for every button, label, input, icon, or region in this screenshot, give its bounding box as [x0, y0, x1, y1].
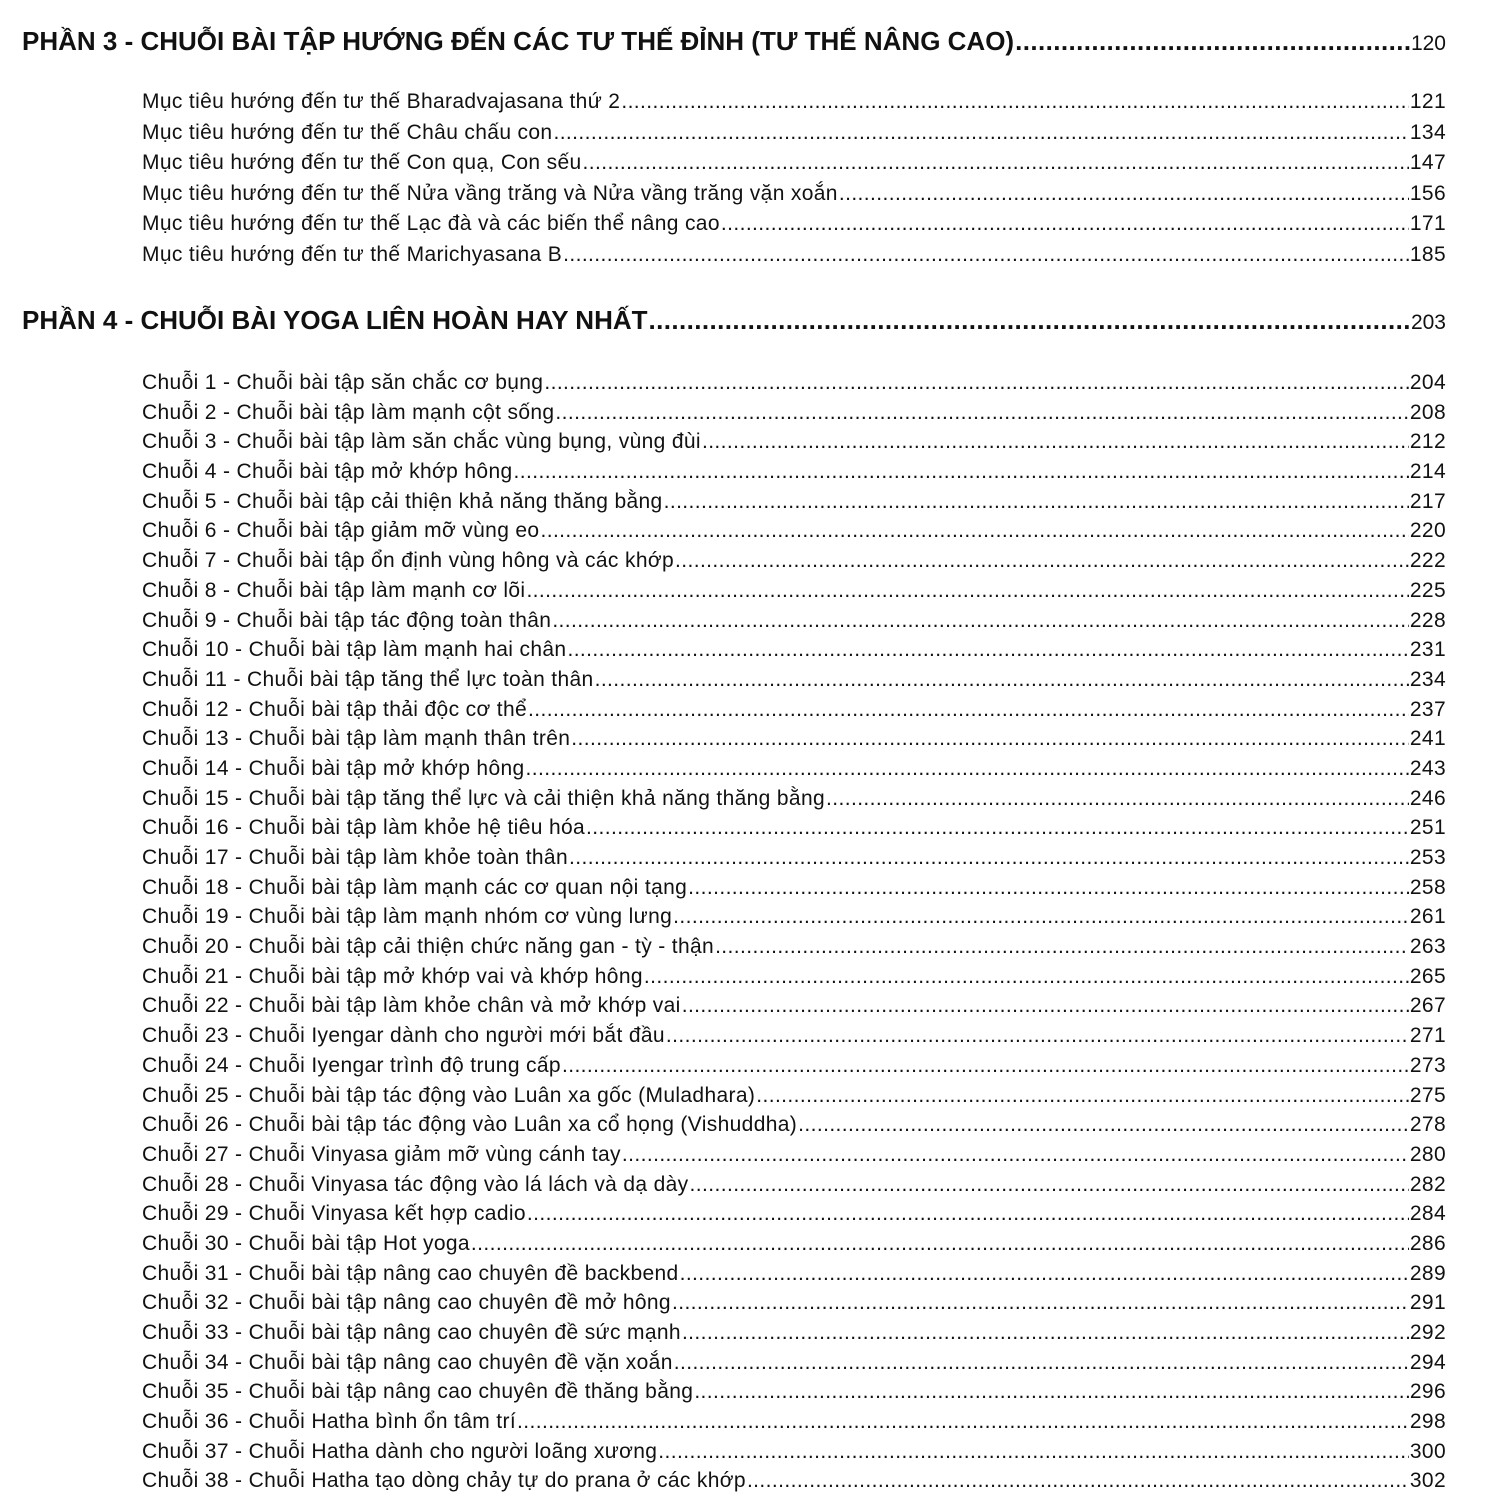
entry-title: Chuỗi 3 - Chuỗi bài tập làm săn chắc vùng bụng, vùng đùi	[142, 430, 701, 454]
entry-title: Chuỗi 27 - Chuỗi Vinyasa giảm mỡ vùng cánh tay	[142, 1142, 621, 1166]
dot-leader	[583, 148, 1409, 179]
dot-leader	[688, 873, 1409, 903]
toc-entry[interactable]	[142, 87, 1446, 118]
entry-title: Chuỗi 2 - Chuỗi bài tập làm mạnh cột sống	[142, 400, 555, 424]
entry-page-number: 302	[1409, 1469, 1446, 1493]
entry-page-number: 280	[1409, 1142, 1446, 1166]
toc-entry[interactable]	[142, 962, 1446, 992]
toc-entry[interactable]	[142, 813, 1446, 843]
toc-entry[interactable]	[142, 784, 1446, 814]
entry-page-number: 217	[1409, 489, 1446, 513]
dot-leader	[702, 427, 1409, 457]
dot-leader	[621, 87, 1409, 118]
dot-leader	[622, 1140, 1409, 1170]
toc-entry[interactable]	[142, 1348, 1446, 1378]
toc-entry[interactable]	[142, 665, 1446, 695]
entry-page-number: 222	[1409, 549, 1446, 573]
entry-title: Mục tiêu hướng đến tư thế Lạc đà và các biến thể nâng cao	[142, 212, 720, 236]
entry-page-number: 271	[1409, 1024, 1446, 1048]
entry-title: Chuỗi 36 - Chuỗi Hatha bình ổn tâm trí	[142, 1410, 517, 1434]
entry-page-number: 265	[1409, 964, 1446, 988]
entry-title: Chuỗi 17 - Chuỗi bài tập làm khỏe toàn thân	[142, 846, 568, 869]
dot-leader	[567, 635, 1408, 665]
entry-page-number: 246	[1409, 786, 1446, 810]
toc-entry[interactable]	[142, 487, 1446, 517]
entry-title: Chuỗi 35 - Chuỗi bài tập nâng cao chuyên đề thăng bằng	[142, 1380, 694, 1404]
toc-entry[interactable]	[142, 457, 1446, 487]
entry-title: Chuỗi 11 - Chuỗi bài tập tăng thể lực toàn thân	[142, 667, 594, 691]
entry-title: Chuỗi 25 - Chuỗi bài tập tác động vào Luân xa gốc (Muladhara)	[142, 1083, 756, 1107]
entry-page-number: 228	[1409, 608, 1446, 632]
dot-leader	[721, 209, 1409, 240]
entry-page-number: 253	[1409, 846, 1446, 869]
toc-entry[interactable]	[142, 991, 1446, 1021]
dot-leader	[672, 1288, 1409, 1318]
entry-title: Chuỗi 14 - Chuỗi bài tập mở khớp hông	[142, 756, 525, 780]
toc-entry[interactable]	[142, 1140, 1446, 1170]
entry-title: Mục tiêu hướng đến tư thế Con quạ, Con sếu	[142, 151, 582, 175]
part-3-entry-list	[142, 87, 1446, 271]
dot-leader	[595, 665, 1409, 695]
toc-entry[interactable]	[142, 1259, 1446, 1289]
dot-leader	[694, 1377, 1409, 1407]
entry-page-number: 278	[1409, 1113, 1446, 1137]
dot-leader	[690, 1170, 1409, 1200]
part-4-heading[interactable]	[22, 305, 1446, 338]
entry-page-number: 237	[1409, 697, 1446, 721]
part-4-entry-list	[142, 368, 1446, 1496]
dot-leader	[526, 576, 1408, 606]
entry-title: Chuỗi 37 - Chuỗi Hatha dành cho người loãng xương	[142, 1439, 658, 1463]
dot-leader	[528, 695, 1409, 725]
dot-leader	[527, 1199, 1409, 1229]
toc-entry[interactable]	[142, 516, 1446, 546]
dot-leader	[798, 1110, 1409, 1140]
dot-leader	[682, 991, 1409, 1021]
entry-page-number: 147	[1409, 151, 1446, 175]
part-3-title: PHẦN 3 - CHUỖI BÀI TẬP HƯỚNG ĐẾN CÁC TƯ THẾ ĐỈNH (TƯ THẾ NÂNG CAO)	[22, 26, 1015, 56]
entry-title: Chuỗi 18 - Chuỗi bài tập làm mạnh các cơ quan nội tạng	[142, 875, 688, 899]
toc-entry[interactable]	[142, 1437, 1446, 1467]
entry-page-number: 273	[1409, 1053, 1446, 1077]
entry-title: Chuỗi 22 - Chuỗi bài tập làm khỏe chân và mở khớp vai	[142, 994, 681, 1018]
entry-page-number: 267	[1409, 994, 1446, 1018]
dot-leader	[526, 754, 1409, 784]
entry-title: Chuỗi 19 - Chuỗi bài tập làm mạnh nhóm cơ vùng lưng	[142, 905, 673, 929]
entry-page-number: 300	[1409, 1439, 1446, 1463]
entry-title: Chuỗi 26 - Chuỗi bài tập tác động vào Luân xa cổ họng (Vishuddha)	[142, 1113, 798, 1137]
entry-page-number: 261	[1409, 905, 1446, 929]
entry-page-number: 208	[1409, 400, 1446, 424]
dot-leader	[644, 962, 1409, 992]
entry-page-number: 171	[1409, 212, 1446, 236]
entry-page-number: 234	[1409, 667, 1446, 691]
part-4-page-number: 203	[1410, 311, 1446, 334]
dot-leader	[666, 1021, 1409, 1051]
entry-title: Mục tiêu hướng đến tư thế Châu chấu con	[142, 120, 553, 144]
toc-entry[interactable]	[142, 724, 1446, 754]
entry-title: Chuỗi 6 - Chuỗi bài tập giảm mỡ vùng eo	[142, 519, 540, 543]
entry-title: Chuỗi 24 - Chuỗi Iyengar trình độ trung cấp	[142, 1053, 561, 1077]
entry-page-number: 225	[1409, 578, 1446, 602]
entry-page-number: 292	[1409, 1321, 1446, 1344]
entry-title: Chuỗi 20 - Chuỗi bài tập cải thiện chức năng gan - tỳ - thận	[142, 935, 715, 959]
entry-page-number: 212	[1409, 430, 1446, 454]
dot-leader	[839, 179, 1409, 210]
dot-leader	[658, 1437, 1409, 1467]
dot-leader	[544, 368, 1409, 398]
dot-leader	[552, 606, 1409, 636]
toc-entry[interactable]	[142, 1199, 1446, 1229]
toc-entry[interactable]	[142, 754, 1446, 784]
dot-leader	[471, 1229, 1409, 1259]
toc-entry[interactable]	[142, 179, 1446, 210]
dot-leader	[540, 516, 1408, 546]
dot-leader	[673, 902, 1409, 932]
toc-entry[interactable]	[142, 1318, 1446, 1348]
entry-title: Chuỗi 31 - Chuỗi bài tập nâng cao chuyên đề backbend	[142, 1261, 679, 1285]
entry-page-number: 156	[1409, 181, 1446, 205]
entry-page-number: 289	[1409, 1261, 1446, 1285]
entry-title: Chuỗi 7 - Chuỗi bài tập ổn định vùng hông và các khớp	[142, 549, 674, 573]
toc-entry[interactable]	[142, 606, 1446, 636]
dot-leader	[674, 1348, 1409, 1378]
entry-title: Mục tiêu hướng đến tư thế Nửa vầng trăng và Nửa vầng trăng vặn xoắn	[142, 181, 838, 205]
dot-leader	[517, 1407, 1409, 1437]
dot-leader	[675, 546, 1409, 576]
toc-entry[interactable]	[142, 635, 1446, 665]
entry-title: Chuỗi 30 - Chuỗi bài tập Hot yoga	[142, 1231, 470, 1255]
toc-entry[interactable]	[142, 1466, 1446, 1496]
dot-leader	[664, 487, 1409, 517]
entry-page-number: 275	[1409, 1083, 1446, 1107]
dot-leader	[715, 932, 1409, 962]
entry-page-number: 121	[1409, 90, 1446, 113]
toc-entry[interactable]	[142, 843, 1446, 873]
entry-page-number: 263	[1409, 935, 1446, 959]
toc-entry[interactable]	[142, 873, 1446, 903]
entry-page-number: 258	[1409, 875, 1446, 899]
entry-page-number: 231	[1409, 638, 1446, 662]
entry-page-number: 185	[1409, 242, 1446, 266]
entry-title: Chuỗi 34 - Chuỗi bài tập nâng cao chuyên đề vặn xoắn	[142, 1350, 673, 1374]
entry-page-number: 243	[1409, 756, 1446, 780]
entry-title: Mục tiêu hướng đến tư thế Bharadvajasana thứ 2	[142, 90, 621, 113]
toc-entry[interactable]	[142, 546, 1446, 576]
entry-title: Chuỗi 21 - Chuỗi bài tập mở khớp vai và khớp hông	[142, 964, 643, 988]
dot-leader	[747, 1466, 1409, 1496]
entry-title: Chuỗi 15 - Chuỗi bài tập tăng thể lực và cải thiện khả năng thăng bằng	[142, 786, 826, 810]
dot-leader	[563, 240, 1409, 271]
entry-page-number: 294	[1409, 1350, 1446, 1374]
toc-entry[interactable]	[142, 576, 1446, 606]
entry-title: Chuỗi 28 - Chuỗi Vinyasa tác động vào lá lách và dạ dày	[142, 1172, 689, 1196]
entry-title: Chuỗi 33 - Chuỗi bài tập nâng cao chuyên đề sức mạnh	[142, 1321, 681, 1344]
dot-leader	[682, 1318, 1409, 1348]
dot-leader	[555, 398, 1409, 428]
entry-title: Chuỗi 32 - Chuỗi bài tập nâng cao chuyên đề mở hông	[142, 1291, 671, 1315]
dot-leader	[569, 843, 1409, 873]
part-4-title: PHẦN 4 - CHUỖI BÀI YOGA LIÊN HOÀN HAY NHẤT	[22, 305, 648, 335]
entry-title: Chuỗi 9 - Chuỗi bài tập tác động toàn thân	[142, 608, 552, 632]
entry-page-number: 134	[1409, 120, 1446, 144]
entry-title: Chuỗi 13 - Chuỗi bài tập làm mạnh thân trên	[142, 727, 571, 751]
entry-page-number: 298	[1409, 1410, 1446, 1434]
toc-entry[interactable]	[142, 1021, 1446, 1051]
toc-entry[interactable]	[142, 148, 1446, 179]
entry-page-number: 214	[1409, 460, 1446, 484]
toc-entry[interactable]	[142, 1377, 1446, 1407]
entry-page-number: 291	[1409, 1291, 1446, 1315]
toc-entry[interactable]	[142, 118, 1446, 149]
toc-entry[interactable]	[142, 1170, 1446, 1200]
dot-leader	[1015, 26, 1410, 56]
entry-title: Chuỗi 23 - Chuỗi Iyengar dành cho người mới bắt đầu	[142, 1024, 665, 1048]
dot-leader	[562, 1051, 1409, 1081]
entry-title: Chuỗi 10 - Chuỗi bài tập làm mạnh hai chân	[142, 638, 567, 662]
dot-leader	[826, 784, 1409, 814]
dot-leader	[571, 724, 1409, 754]
dot-leader	[680, 1259, 1409, 1289]
toc-entry[interactable]	[142, 398, 1446, 428]
dot-leader	[756, 1081, 1409, 1111]
entry-page-number: 286	[1409, 1231, 1446, 1255]
dot-leader	[586, 813, 1409, 843]
entry-page-number: 251	[1409, 816, 1446, 840]
toc-entry[interactable]	[142, 695, 1446, 725]
toc-entry[interactable]	[142, 427, 1446, 457]
entry-page-number: 241	[1409, 727, 1446, 751]
entry-page-number: 282	[1409, 1172, 1446, 1196]
entry-title: Chuỗi 38 - Chuỗi Hatha tạo dòng chảy tự do prana ở các khớp	[142, 1469, 746, 1493]
entry-page-number: 204	[1409, 371, 1446, 394]
toc-entry[interactable]	[142, 1081, 1446, 1111]
part-3-page-number: 120	[1410, 32, 1446, 55]
entry-title: Chuỗi 12 - Chuỗi bài tập thải độc cơ thể	[142, 697, 527, 721]
toc-entry[interactable]	[142, 368, 1446, 398]
dot-leader	[553, 118, 1408, 149]
entry-title: Chuỗi 29 - Chuỗi Vinyasa kết hợp cadio	[142, 1202, 526, 1226]
toc-entry[interactable]	[142, 209, 1446, 240]
toc-entry[interactable]	[142, 1110, 1446, 1140]
entry-page-number: 220	[1409, 519, 1446, 543]
entry-page-number: 296	[1409, 1380, 1446, 1404]
toc-entry[interactable]	[142, 1407, 1446, 1437]
entry-title: Chuỗi 4 - Chuỗi bài tập mở khớp hông	[142, 460, 513, 484]
entry-title: Chuỗi 5 - Chuỗi bài tập cải thiện khả năng thăng bằng	[142, 489, 663, 513]
entry-title: Chuỗi 1 - Chuỗi bài tập săn chắc cơ bụng	[142, 371, 544, 394]
dot-leader	[649, 305, 1410, 335]
toc-entry[interactable]	[142, 1288, 1446, 1318]
entry-title: Mục tiêu hướng đến tư thế Marichyasana B	[142, 242, 563, 266]
entry-title: Chuỗi 16 - Chuỗi bài tập làm khỏe hệ tiêu hóa	[142, 816, 586, 840]
part-3-heading[interactable]	[22, 26, 1446, 59]
toc-entry[interactable]	[142, 1051, 1446, 1081]
toc-entry[interactable]	[142, 932, 1446, 962]
dot-leader	[514, 457, 1409, 487]
entry-page-number: 284	[1409, 1202, 1446, 1226]
entry-title: Chuỗi 8 - Chuỗi bài tập làm mạnh cơ lõi	[142, 578, 526, 602]
toc-entry[interactable]	[142, 902, 1446, 932]
toc-entry[interactable]	[142, 1229, 1446, 1259]
toc-entry[interactable]	[142, 240, 1446, 271]
